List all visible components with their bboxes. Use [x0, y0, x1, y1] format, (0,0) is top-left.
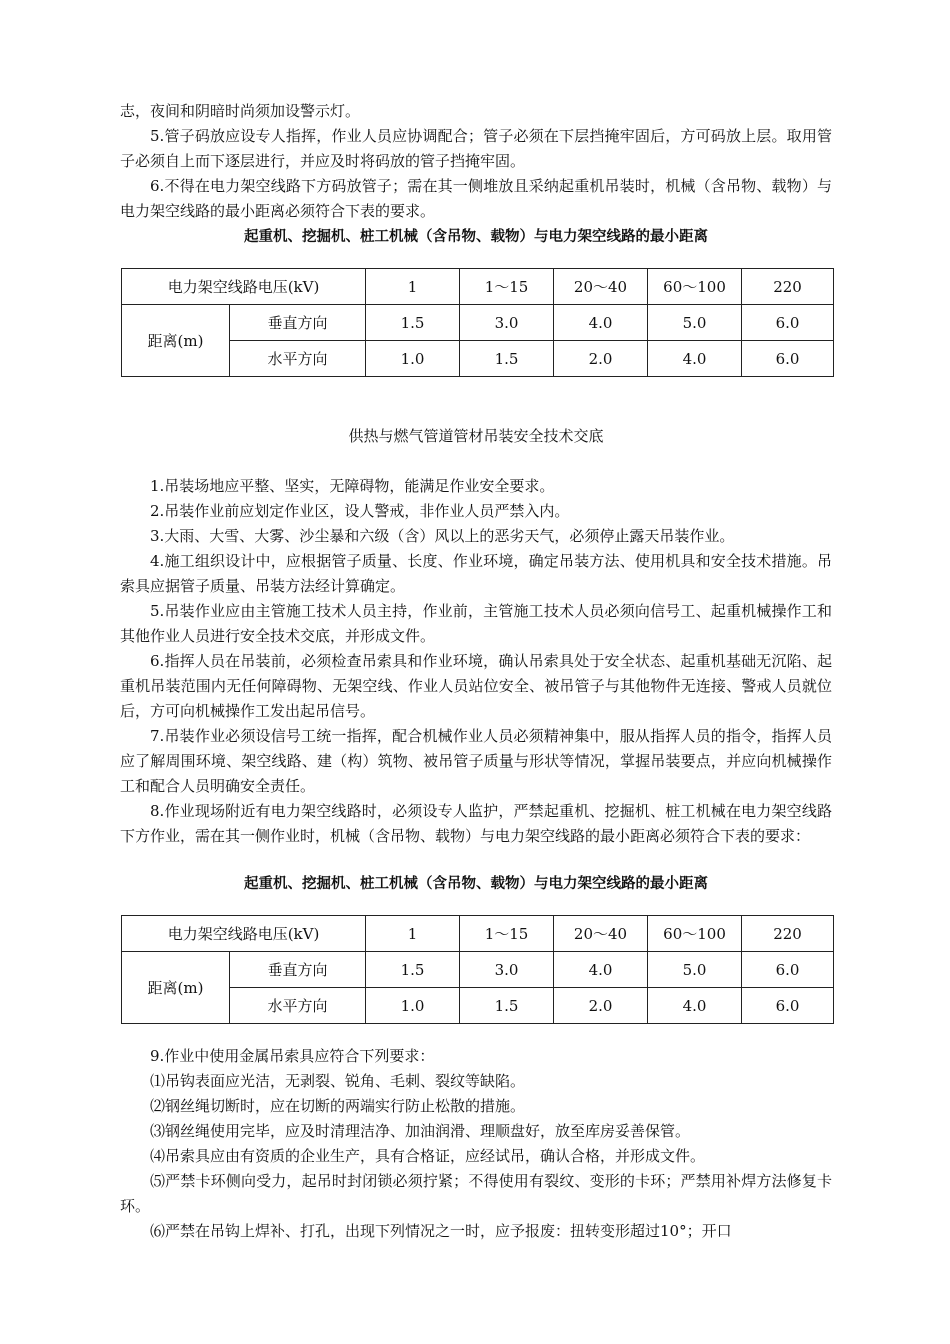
- table2-cell: 6.0: [742, 988, 834, 1024]
- subitem-4: ⑷吊索具应由有资质的企业生产，具有合格证，应经试吊，确认合格，并形成文件。: [150, 1147, 706, 1165]
- table2-cell: 220: [742, 916, 834, 952]
- table2-row-vertical: [122, 952, 834, 988]
- section-item-6: 6.指挥人员在吊装前，必须检查吊索具和作业环境，确认吊索具处于安全状态、起重机基础无沉陷、起重机吊装范围内无任何障碍物、无架空线、作业人员站位安全、被吊管子与其他物件无连接、警戒人员就位后，方可向机械操作工发出起吊信号。: [120, 652, 832, 720]
- table2-cell: 2.0: [554, 988, 648, 1024]
- table1-row-vertical: [122, 305, 834, 341]
- table1-cell: 1: [366, 269, 460, 305]
- table2-cell: 1～15: [460, 916, 554, 952]
- table2-vertical-label: 垂直方向: [230, 952, 366, 988]
- section-item-8: 8.作业现场附近有电力架空线路时，必须设专人监护，严禁起重机、挖掘机、桩工机械在电力架空线路下方作业，需在其一侧作业时，机械（含吊物、载物）与电力架空线路的最小距离必须符合下表的要求：: [120, 802, 832, 845]
- table2-cell: 4.0: [648, 988, 742, 1024]
- paragraph-item-6: 6.不得在电力架空线路下方码放管子；需在其一侧堆放且采纳起重机吊装时，机械（含吊物、载物）与电力架空线路的最小距离必须符合下表的要求。: [120, 177, 832, 220]
- table1-caption: 起重机、挖掘机、桩工机械（含吊物、载物）与电力架空线路的最小距离: [244, 229, 708, 245]
- subitem-1: ⑴吊钩表面应光洁，无剥裂、锐角、毛刺、裂纹等缺陷。: [150, 1072, 526, 1090]
- table2-cell: 1.5: [366, 952, 460, 988]
- table2-row-voltage: [122, 916, 834, 952]
- table1-cell: 4.0: [648, 341, 742, 377]
- table1-cell: 2.0: [554, 341, 648, 377]
- paragraph-item-9: 9.作业中使用金属吊索具应符合下列要求：: [150, 1047, 435, 1065]
- paragraph-item-5: 5.管子码放应设专人指挥，作业人员应协调配合；管子必须在下层挡掩牢固后，方可码放上层。取用管子必须自上而下逐层进行，并应及时将码放的管子挡掩牢固。: [120, 127, 832, 170]
- table2-min-distance: [121, 915, 834, 1024]
- table1-min-distance: [121, 268, 834, 377]
- table1-cell: 60～100: [648, 269, 742, 305]
- table1-cell: 4.0: [554, 305, 648, 341]
- table1-cell: 220: [742, 269, 834, 305]
- section-item-4: 4.施工组织设计中，应根据管子质量、长度、作业环境，确定吊装方法、使用机具和安全技术措施。吊索具应据管子质量、吊装方法经计算确定。: [120, 552, 832, 595]
- table2-cell: 1.0: [366, 988, 460, 1024]
- section-item-7: 7.吊装作业必须设信号工统一指挥，配合机械作业人员必须精神集中，服从指挥人员的指令，指挥人员应了解周围环境、架空线路、建（构）筑物、被吊管子质量与形状等情况，掌握吊装要点，并应向机械操作工和配合人员明确安全责任。: [120, 727, 832, 795]
- table2-cell: 20～40: [554, 916, 648, 952]
- table1-distance-label: 距离(m): [122, 305, 230, 377]
- table1-cell: 3.0: [460, 305, 554, 341]
- table1-cell: 1.5: [366, 305, 460, 341]
- subitem-2: ⑵钢丝绳切断时，应在切断的两端实行防止松散的措施。: [150, 1097, 526, 1115]
- section-item-3: 3.大雨、大雪、大雾、沙尘暴和六级（含）风以上的恶劣天气，必须停止露天吊装作业。: [150, 527, 735, 545]
- subitem-3: ⑶钢丝绳使用完毕，应及时清理洁净、加油润滑、理顺盘好，放至库房妥善保管。: [150, 1122, 691, 1140]
- section-item-2: 2.吊装作业前应划定作业区，设人警戒，非作业人员严禁入内。: [150, 502, 570, 520]
- subitem-6: ⑹严禁在吊钩上焊补、打孔，出现下列情况之一时，应予报废：扭转变形超过10°；开口: [150, 1222, 732, 1240]
- table1-cell: 6.0: [742, 305, 834, 341]
- section-item-5: 5.吊装作业应由主管施工技术人员主持，作业前，主管施工技术人员必须向信号工、起重机械操作工和其他作业人员进行安全技术交底，并形成文件。: [120, 602, 832, 645]
- table2-cell: 5.0: [648, 952, 742, 988]
- table2-distance-label: 距离(m): [122, 952, 230, 1024]
- table2-cell: 6.0: [742, 952, 834, 988]
- table2-voltage-header: 电力架空线路电压(kV): [122, 916, 366, 952]
- table2-cell: 1: [366, 916, 460, 952]
- table1-cell: 20～40: [554, 269, 648, 305]
- table2-cell: 1.5: [460, 988, 554, 1024]
- table1-cell: 1～15: [460, 269, 554, 305]
- table1-row-voltage: [122, 269, 834, 305]
- table1-cell: 1.5: [460, 341, 554, 377]
- table2-cell: 60～100: [648, 916, 742, 952]
- section-title: 供热与燃气管道管材吊装安全技术交底: [348, 427, 604, 445]
- section-item-1: 1.吊装场地应平整、坚实，无障碍物，能满足作业安全要求。: [150, 477, 555, 495]
- table2-caption: 起重机、挖掘机、桩工机械（含吊物、载物）与电力架空线路的最小距离: [244, 876, 708, 892]
- table1-cell: 6.0: [742, 341, 834, 377]
- table2-cell: 4.0: [554, 952, 648, 988]
- subitem-5: ⑸严禁卡环侧向受力，起吊时封闭锁必须拧紧；不得使用有裂纹、变形的卡环；严禁用补焊方法修复卡环。: [120, 1172, 832, 1215]
- table1-cell: 1.0: [366, 341, 460, 377]
- table2-cell: 3.0: [460, 952, 554, 988]
- table1-voltage-header: 电力架空线路电压(kV): [122, 269, 366, 305]
- table1-cell: 5.0: [648, 305, 742, 341]
- table2-horizontal-label: 水平方向: [230, 988, 366, 1024]
- table1-horizontal-label: 水平方向: [230, 341, 366, 377]
- table1-vertical-label: 垂直方向: [230, 305, 366, 341]
- paragraph-continuation: 志，夜间和阴暗时尚须加设警示灯。: [120, 102, 361, 120]
